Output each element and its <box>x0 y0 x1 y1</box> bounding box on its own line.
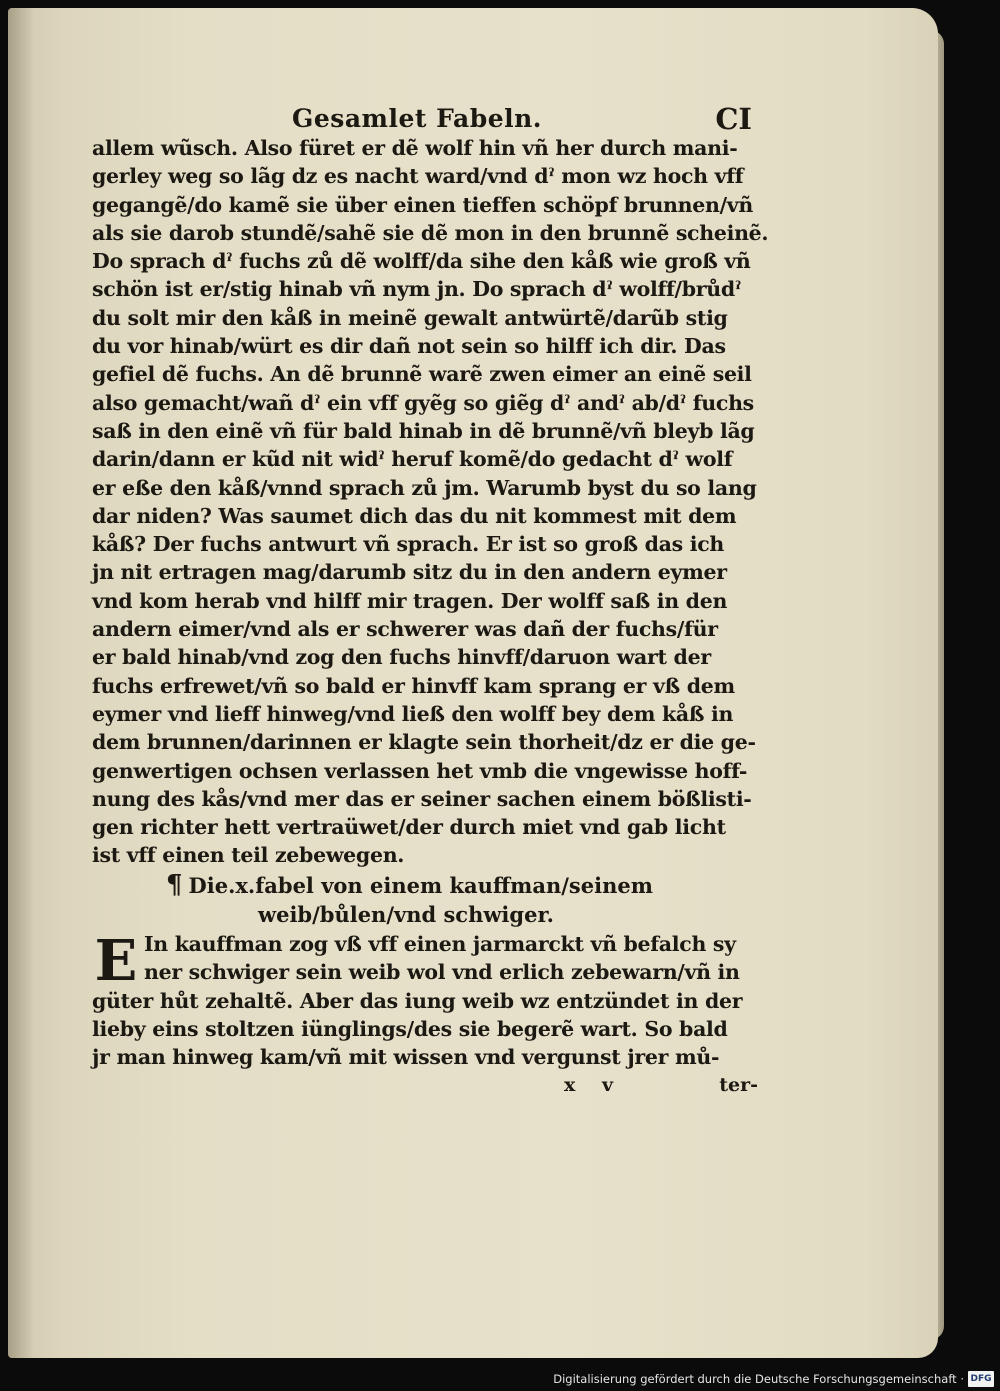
drop-cap-initial: E <box>94 928 138 994</box>
body-text <box>92 134 769 870</box>
heading-line: weib/bůlen/vnd schwiger. <box>258 902 554 927</box>
text-line: gen richter hett vertraüwet/der durch miet vnd gab licht <box>92 815 726 840</box>
pilcrow-icon: ¶ <box>166 870 183 900</box>
text-line: Do sprach dˀ fuchs zů dẽ wolff/da sihe den kåß wie groß vñ <box>92 249 751 274</box>
text-line: jn nit ertragen mag/darumb sitz du in den andern eymer <box>92 560 727 585</box>
text-line: gegangẽ/do kamẽ sie über einen tieffen schöpf brunnen/vñ <box>92 192 754 217</box>
fable-text <box>92 930 762 1071</box>
text-line: saß in den einẽ vñ für bald hinab in dẽ brunnẽ/vñ bleyb lãg <box>92 418 755 443</box>
text-line: jr man hinweg kam/vñ mit wissen vnd vergunst jrer mů- <box>92 1045 720 1070</box>
spine-shadow <box>8 8 34 1358</box>
signature-mark: x v <box>564 1074 613 1096</box>
text-line: andern eimer/vnd als er schwerer was dañ der fuchs/für <box>92 617 718 642</box>
text-line: er eße den kåß/vnnd sprach zů jm. Warumb byst du so lang <box>92 475 757 500</box>
text-line: dar niden? Was saumet dich das du nit kommest mit dem <box>92 503 737 528</box>
fable-heading <box>166 870 726 930</box>
text-line: du vor hinab/würt es dir dañ not sein so hilff ich dir. Das <box>92 334 726 359</box>
text-line: In kauffman zog vß vff einen jarmarckt vñ befalch sy <box>144 932 736 956</box>
catchline <box>564 1074 764 1102</box>
text-line: genwertigen ochsen verlassen het vmb die vngewisse hoff- <box>92 758 748 783</box>
text-line: fuchs erfrewet/vñ so bald er hinvff kam sprang er vß dem <box>92 673 735 698</box>
dfg-logo-icon: DFG <box>968 1371 994 1387</box>
heading-line <box>166 870 726 900</box>
text-line: ist vff einen teil zebewegen. <box>92 843 405 868</box>
catchword: ter- <box>719 1074 758 1096</box>
folio-number: CI <box>715 102 752 136</box>
text-line: gefiel dẽ fuchs. An dẽ brunnẽ warẽ zwen eimer an einẽ seil <box>92 362 752 387</box>
text-line: ner schwiger sein weib wol vnd erlich zebewarn/vñ in <box>144 960 740 985</box>
text-line: güter hůt zehaltẽ. Aber das iung weib wz entzündet in der <box>92 988 743 1013</box>
text-line: er bald hinab/vnd zog den fuchs hinvff/daruon wart der <box>92 645 711 670</box>
text-line: kåß? Der fuchs antwurt vñ sprach. Er ist so groß das ich <box>92 532 724 557</box>
running-head-title: Gesamlet Fabeln. <box>292 104 542 133</box>
text-line: allem wũsch. Also füret er dẽ wolf hin vñ her durch mani- <box>92 136 738 160</box>
text-line: lieby eins stoltzen iünglings/des sie begerẽ wart. So bald <box>92 1016 728 1041</box>
text-line: also gemacht/wañ dˀ ein vff gyẽg so giẽg dˀ andˀ ab/dˀ fuchs <box>92 390 754 415</box>
text-line: nung des kås/vnd mer das er seiner sachen einem bößlisti- <box>92 786 752 811</box>
text-line: gerley weg so lãg dz es nacht ward/vnd dˀ mon wz hoch vff <box>92 164 744 189</box>
heading-text: Die.x.fabel von einem kauffman/seinem <box>188 873 653 898</box>
text-line: als sie darob stundẽ/sahẽ sie dẽ mon in den brunnẽ scheinẽ. <box>92 220 769 245</box>
text-line: eymer vnd lieff hinweg/vnd ließ den wolff bey dem kåß in <box>92 701 734 726</box>
text-line: vnd kom herab vnd hilff mir tragen. Der wolff saß in den <box>92 588 728 613</box>
text-line: dem brunnen/darinnen er klagte sein thorheit/dz er die ge- <box>92 730 756 755</box>
footer-bar <box>0 1369 1000 1391</box>
funding-credit: Digitalisierung gefördert durch die Deutsche Forschungsgemeinschaft · <box>553 1372 964 1386</box>
text-line: schön ist er/stig hinab vñ nym jn. Do sprach dˀ wolff/brůdˀ <box>92 277 742 302</box>
text-line: darin/dann er kũd nit widˀ heruf komẽ/do gedacht dˀ wolf <box>92 447 733 472</box>
text-line: du solt mir den kåß in meinẽ gewalt antwürtẽ/darũb stig <box>92 305 728 330</box>
